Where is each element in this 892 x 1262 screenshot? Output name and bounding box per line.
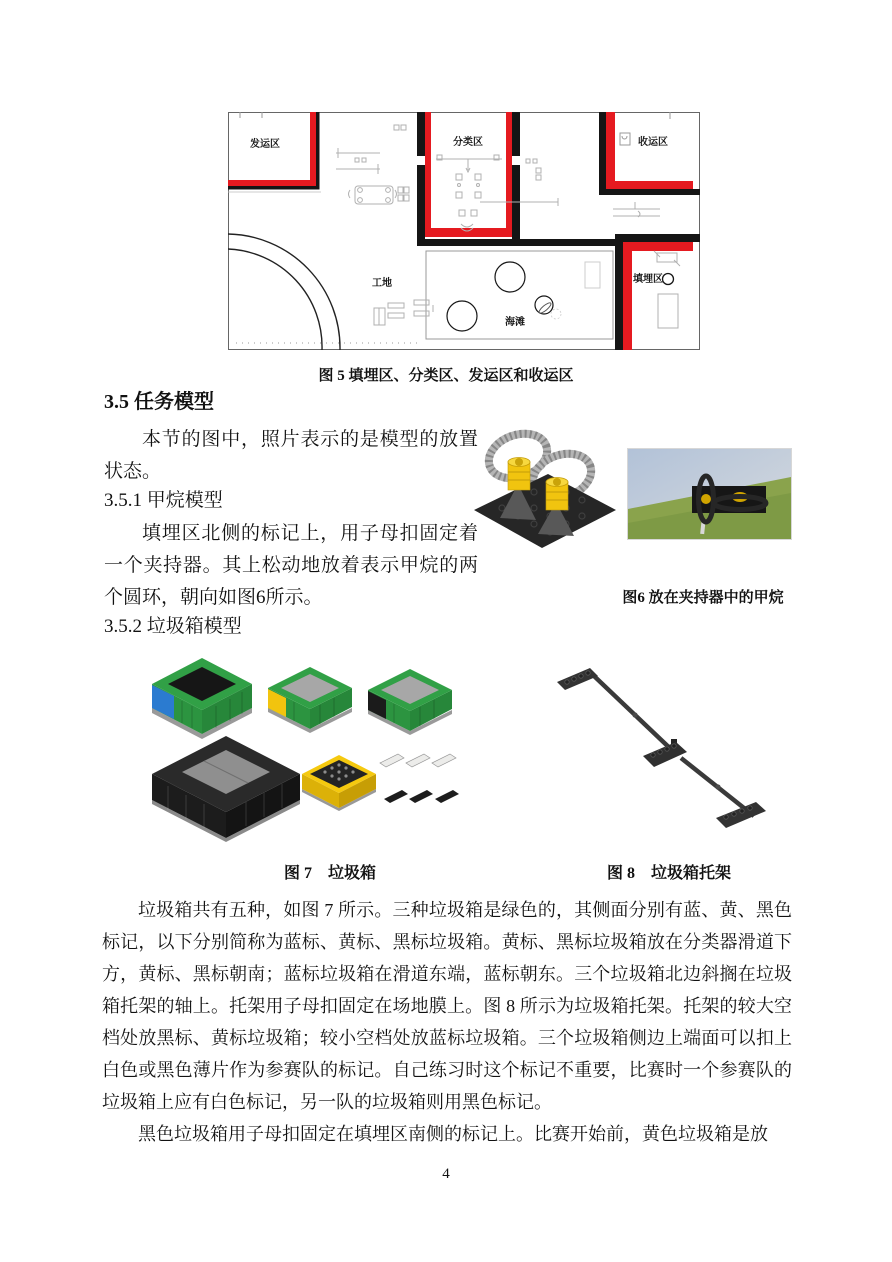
yellow-bin xyxy=(302,755,376,811)
room-label-landfill: 填埋区 xyxy=(633,274,663,285)
page-number: 4 xyxy=(442,1166,450,1182)
figure8-caption: 图 8 垃圾箱托架 xyxy=(606,865,731,882)
white-marker-strips xyxy=(380,754,456,767)
room-label-receiving: 收运区 xyxy=(638,137,668,148)
body-paragraph-1: 垃圾箱共有五种，如图 7 所示。三种垃圾箱是绿色的，其侧面分别有蓝、黄、黑色标记，以下分别简称为蓝标、黄标、黑标垃圾箱。黄标、黑标垃圾箱放在分类器滑道下方，黄标、黑标朝南；蓝标垃圾箱在滑道东端，蓝标朝东。三个垃圾箱北边斜搁在垃圾箱托架的轴上。托架用子母扣固定在场地膜上。图 8 所示为垃圾箱托架。托架的较大空档处放黑标、黄标垃圾箱；较小空档处放蓝标垃圾箱。三个垃圾箱侧边上端面可以扣上白色或黑色薄片作为参赛队的标记。自己练习时这个标记不重要，比赛时一个参赛队的垃圾箱上应有白色标记，另一队的垃圾箱则用黑色标记。 xyxy=(102,900,792,1112)
room-label-shipping: 发运区 xyxy=(250,139,280,150)
figure7-caption: 图 7 垃圾箱 xyxy=(283,865,376,882)
room-label-worksite: 工地 xyxy=(372,278,392,289)
black-marker-strips xyxy=(384,790,459,803)
subsection-1-body: 填埋区北侧的标记上，用子母扣固定着一个夹持器。其上松动地放着表示甲烷的两个圆环，朝向如图6所示。 xyxy=(104,523,478,608)
figure7-trash-bins xyxy=(138,652,468,852)
subsection-1-heading: 3.5.1 甲烷模型 xyxy=(104,490,223,511)
figure5-floor-plan xyxy=(228,112,700,351)
green-bin-yellow-mark xyxy=(268,667,352,733)
section-heading: 3.5 任务模型 xyxy=(104,391,214,413)
body-text xyxy=(102,894,792,1150)
yellow-cylinder-1 xyxy=(508,458,530,491)
subsection-2-heading: 3.5.2 垃圾箱模型 xyxy=(104,616,242,637)
green-bin-black-mark xyxy=(368,669,452,735)
yellow-cylinder-2 xyxy=(546,478,568,511)
figure6-methane-render xyxy=(458,416,622,576)
room-label-sorting: 分类区 xyxy=(453,137,483,148)
room-label-beach: 海滩 xyxy=(505,317,525,328)
figure6-caption: 图6 放在夹持器中的甲烷 xyxy=(622,590,784,606)
figure8-bin-rack xyxy=(548,660,793,850)
figure6-photo xyxy=(627,448,792,540)
green-bin-blue-mark xyxy=(152,658,252,739)
section-intro: 本节的图中，照片表示的是模型的放置状态。 xyxy=(104,429,478,482)
rack-beam-top xyxy=(557,668,598,690)
figure5-caption: 图 5 填埋区、分类区、发运区和收运区 xyxy=(318,368,574,384)
rod-joint-1 xyxy=(632,712,637,717)
body-paragraph-2: 黑色垃圾箱用子母扣固定在填埋区南侧的标记上。比赛开始前，黄色垃圾箱是放 xyxy=(138,1124,768,1144)
black-bin-large xyxy=(152,736,300,842)
photo-hub-left xyxy=(701,494,711,504)
holder-base-plate xyxy=(474,474,616,548)
rod-joint-2 xyxy=(715,784,720,789)
